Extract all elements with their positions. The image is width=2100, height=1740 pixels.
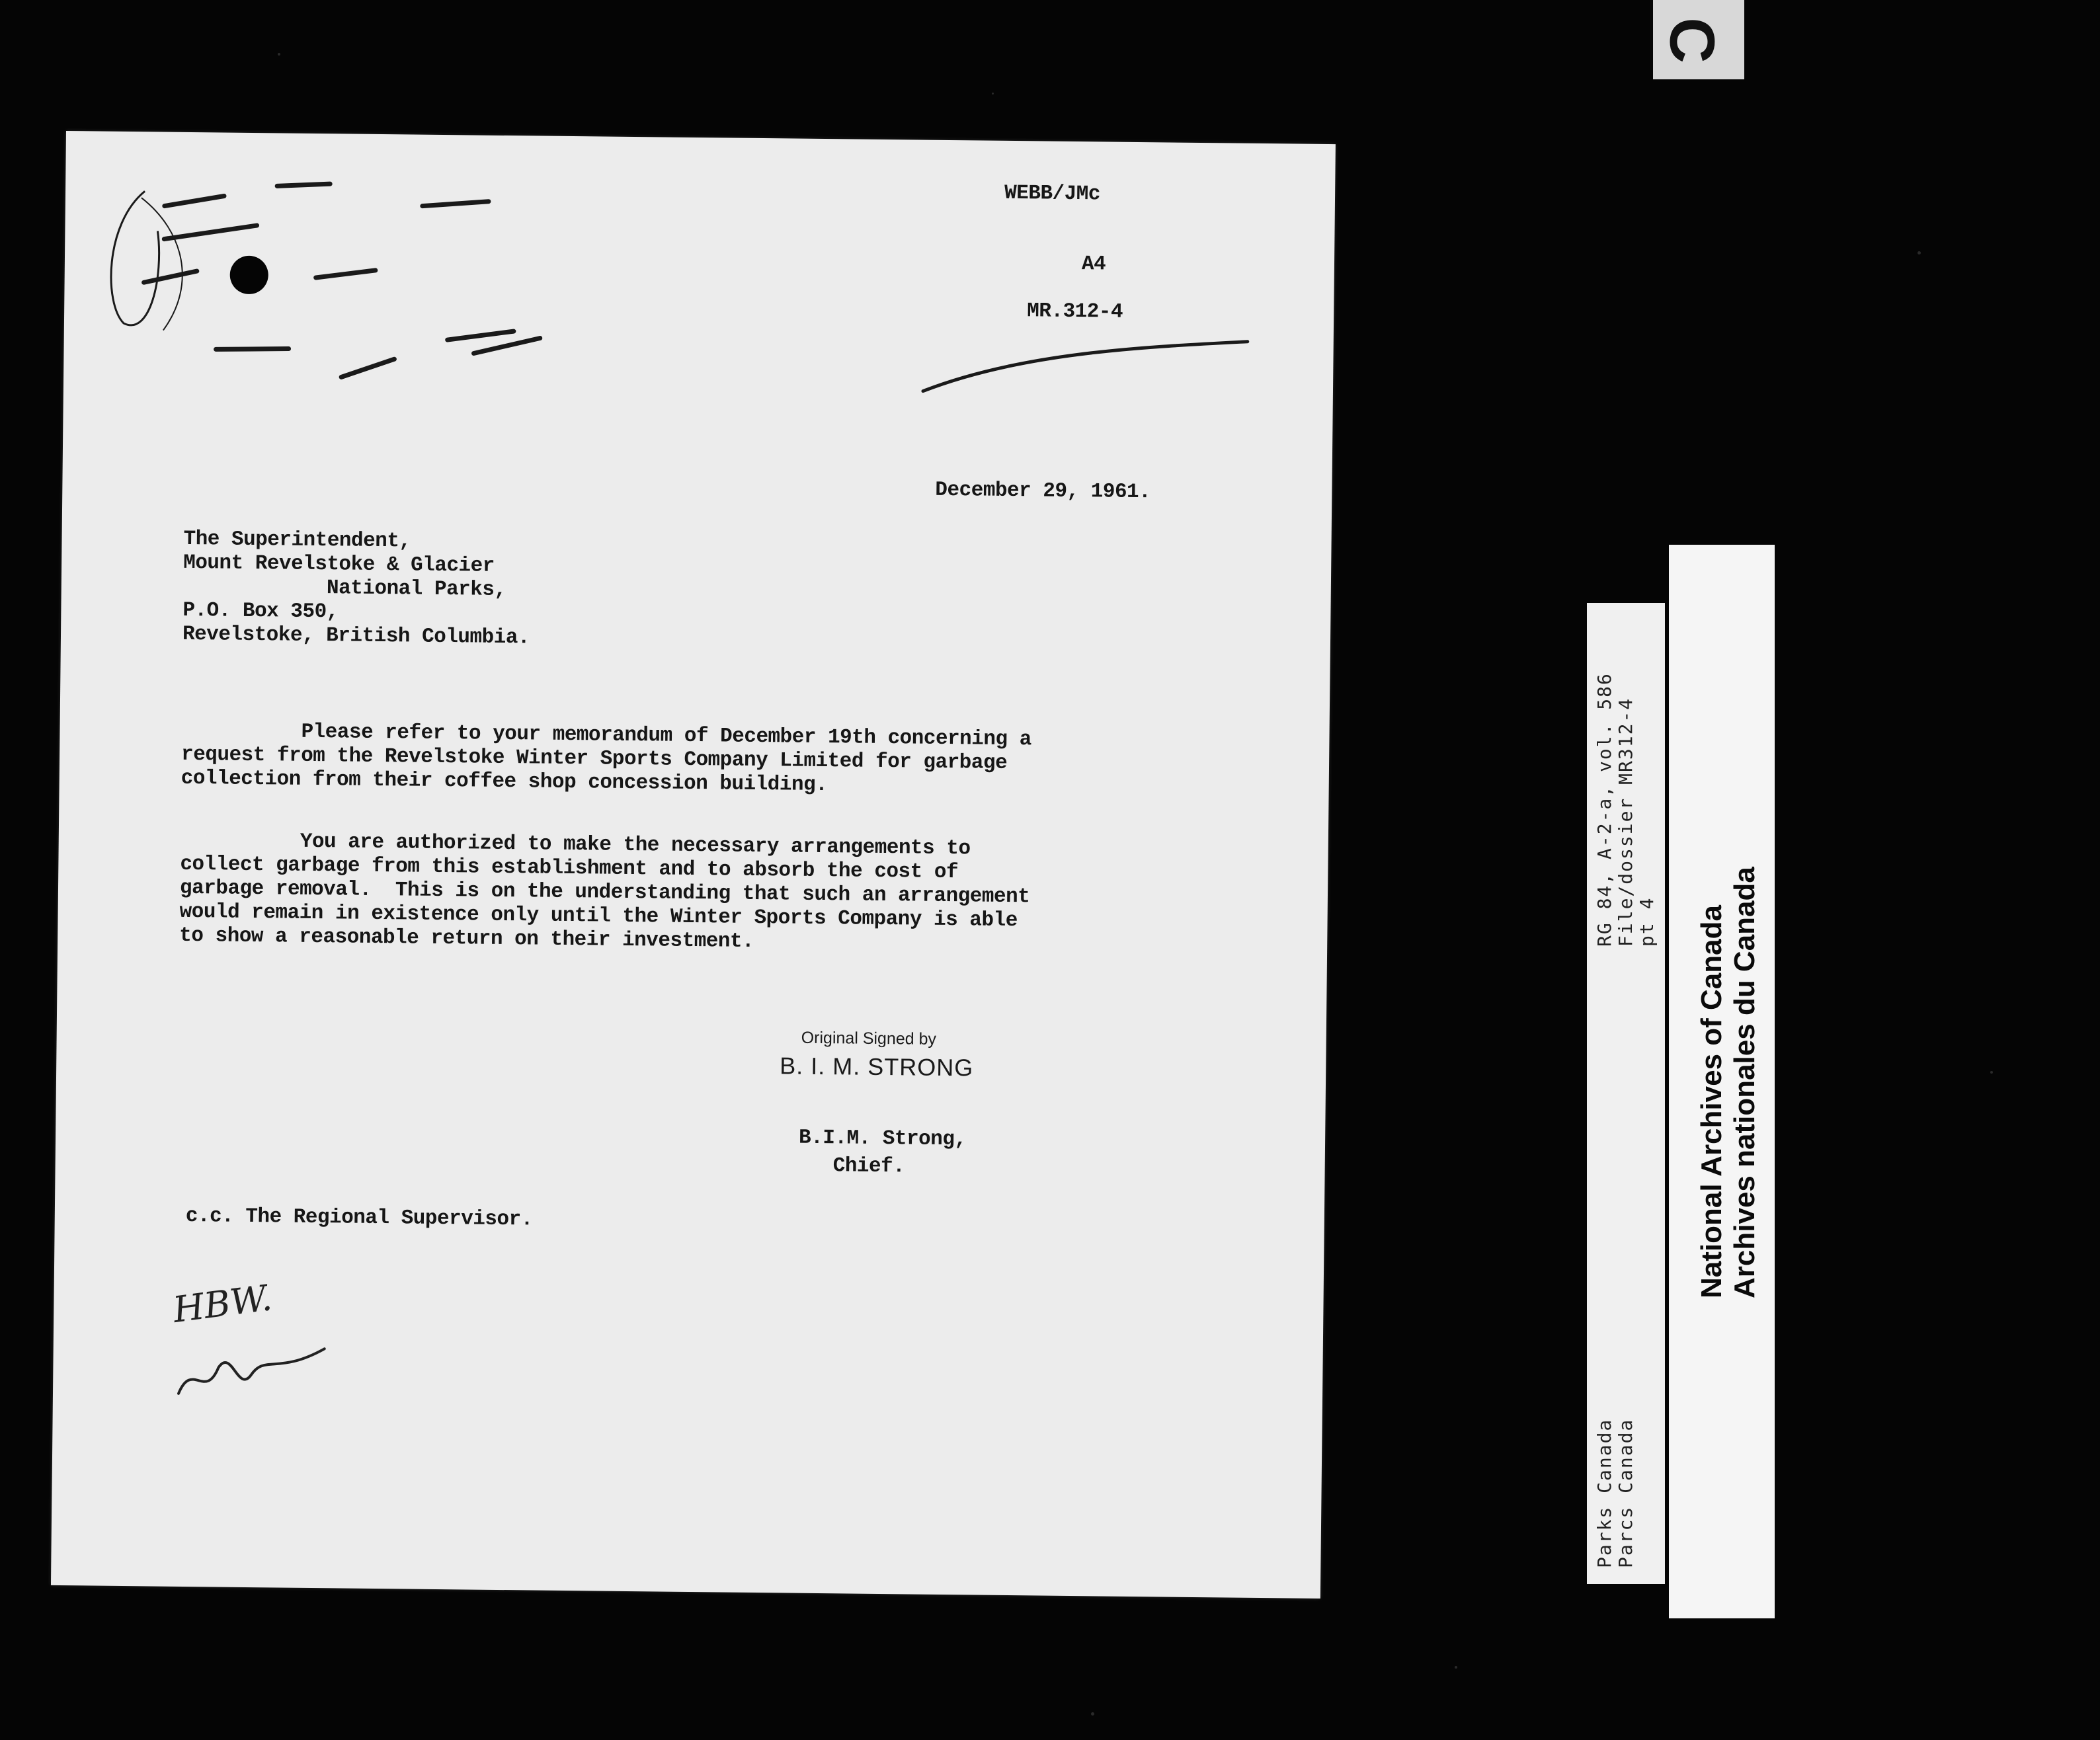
archives-name-french: Archives nationales du Canada [1728, 867, 1761, 1298]
film-grain [1091, 1712, 1094, 1716]
parks-canada-english: Parks Canada [1594, 1418, 1615, 1568]
address-line: The Superintendent, [183, 527, 411, 553]
corner-frame-letter: C [1656, 17, 1728, 63]
paragraph-line: to show a reasonable return on their investment. [179, 924, 754, 953]
carbon-copy-line: c.c. The Regional Supervisor. [185, 1204, 533, 1232]
body-paragraph-2 [179, 829, 1030, 957]
national-archives-label [1669, 545, 1775, 1618]
address-line: Revelstoke, British Columbia. [182, 622, 530, 650]
paragraph-line: would remain in existence only until the Winter Sports Company is able [179, 900, 1018, 933]
signer-title: Chief. [832, 1154, 905, 1179]
signer-name: B.I.M. Strong, [798, 1126, 967, 1152]
recipient-address [182, 528, 531, 650]
film-grain [1990, 1071, 1993, 1074]
corner-frame-mark [1653, 0, 1744, 79]
paragraph-line: request from the Revelstoke Winter Sports Company Limited for garbage [181, 742, 1008, 775]
film-grain [992, 93, 994, 95]
letter-page [51, 131, 1336, 1599]
film-grain [1918, 251, 1921, 255]
address-line: P.O. Box 350, [182, 598, 339, 624]
letter-date: December 29, 1961. [935, 478, 1151, 504]
handwritten-strike-marks [63, 131, 608, 415]
handwritten-underline [916, 325, 1261, 407]
address-line: Mount Revelstoke & Glacier [182, 551, 495, 578]
signature-stamp-caption: Original Signed by [801, 1028, 937, 1048]
film-grain [278, 53, 280, 56]
paragraph-line: collect garbage from this establishment and to absorb the cost of [180, 852, 959, 885]
handwritten-initials: HBW. [171, 1277, 274, 1331]
archive-reference-label [1587, 603, 1665, 1584]
paragraph-line: You are authorized to make the necessary arrangements to [180, 828, 971, 861]
code-a4: A4 [1081, 253, 1106, 276]
film-grain [1455, 1666, 1457, 1669]
paragraph-line: collection from their coffee shop concession building. [181, 766, 828, 797]
body-paragraph-1 [181, 719, 1031, 799]
signature-stamp-name: B. I. M. STRONG [780, 1052, 974, 1082]
archives-name-english: National Archives of Canada [1695, 905, 1728, 1298]
archive-file-line: File/dossier MR312-4 [1615, 697, 1636, 947]
parks-canada-french: Parcs Canada [1615, 1418, 1636, 1568]
archive-reference-line: RG 84, A-2-a, vol. 586 [1594, 672, 1615, 947]
punch-hole [229, 256, 268, 295]
address-line: National Parks, [182, 574, 506, 602]
paragraph-line: Please refer to your memorandum of December 19th concerning a [181, 719, 1031, 752]
reference-initials: WEBB/JMc [1004, 181, 1101, 206]
paragraph-line: garbage removal. This is on the understanding that such an arrangement [179, 876, 1030, 909]
file-number: MR.312-4 [1027, 299, 1123, 324]
archive-part-line: pt 4 [1636, 896, 1658, 947]
handwritten-scribble [172, 1334, 331, 1409]
